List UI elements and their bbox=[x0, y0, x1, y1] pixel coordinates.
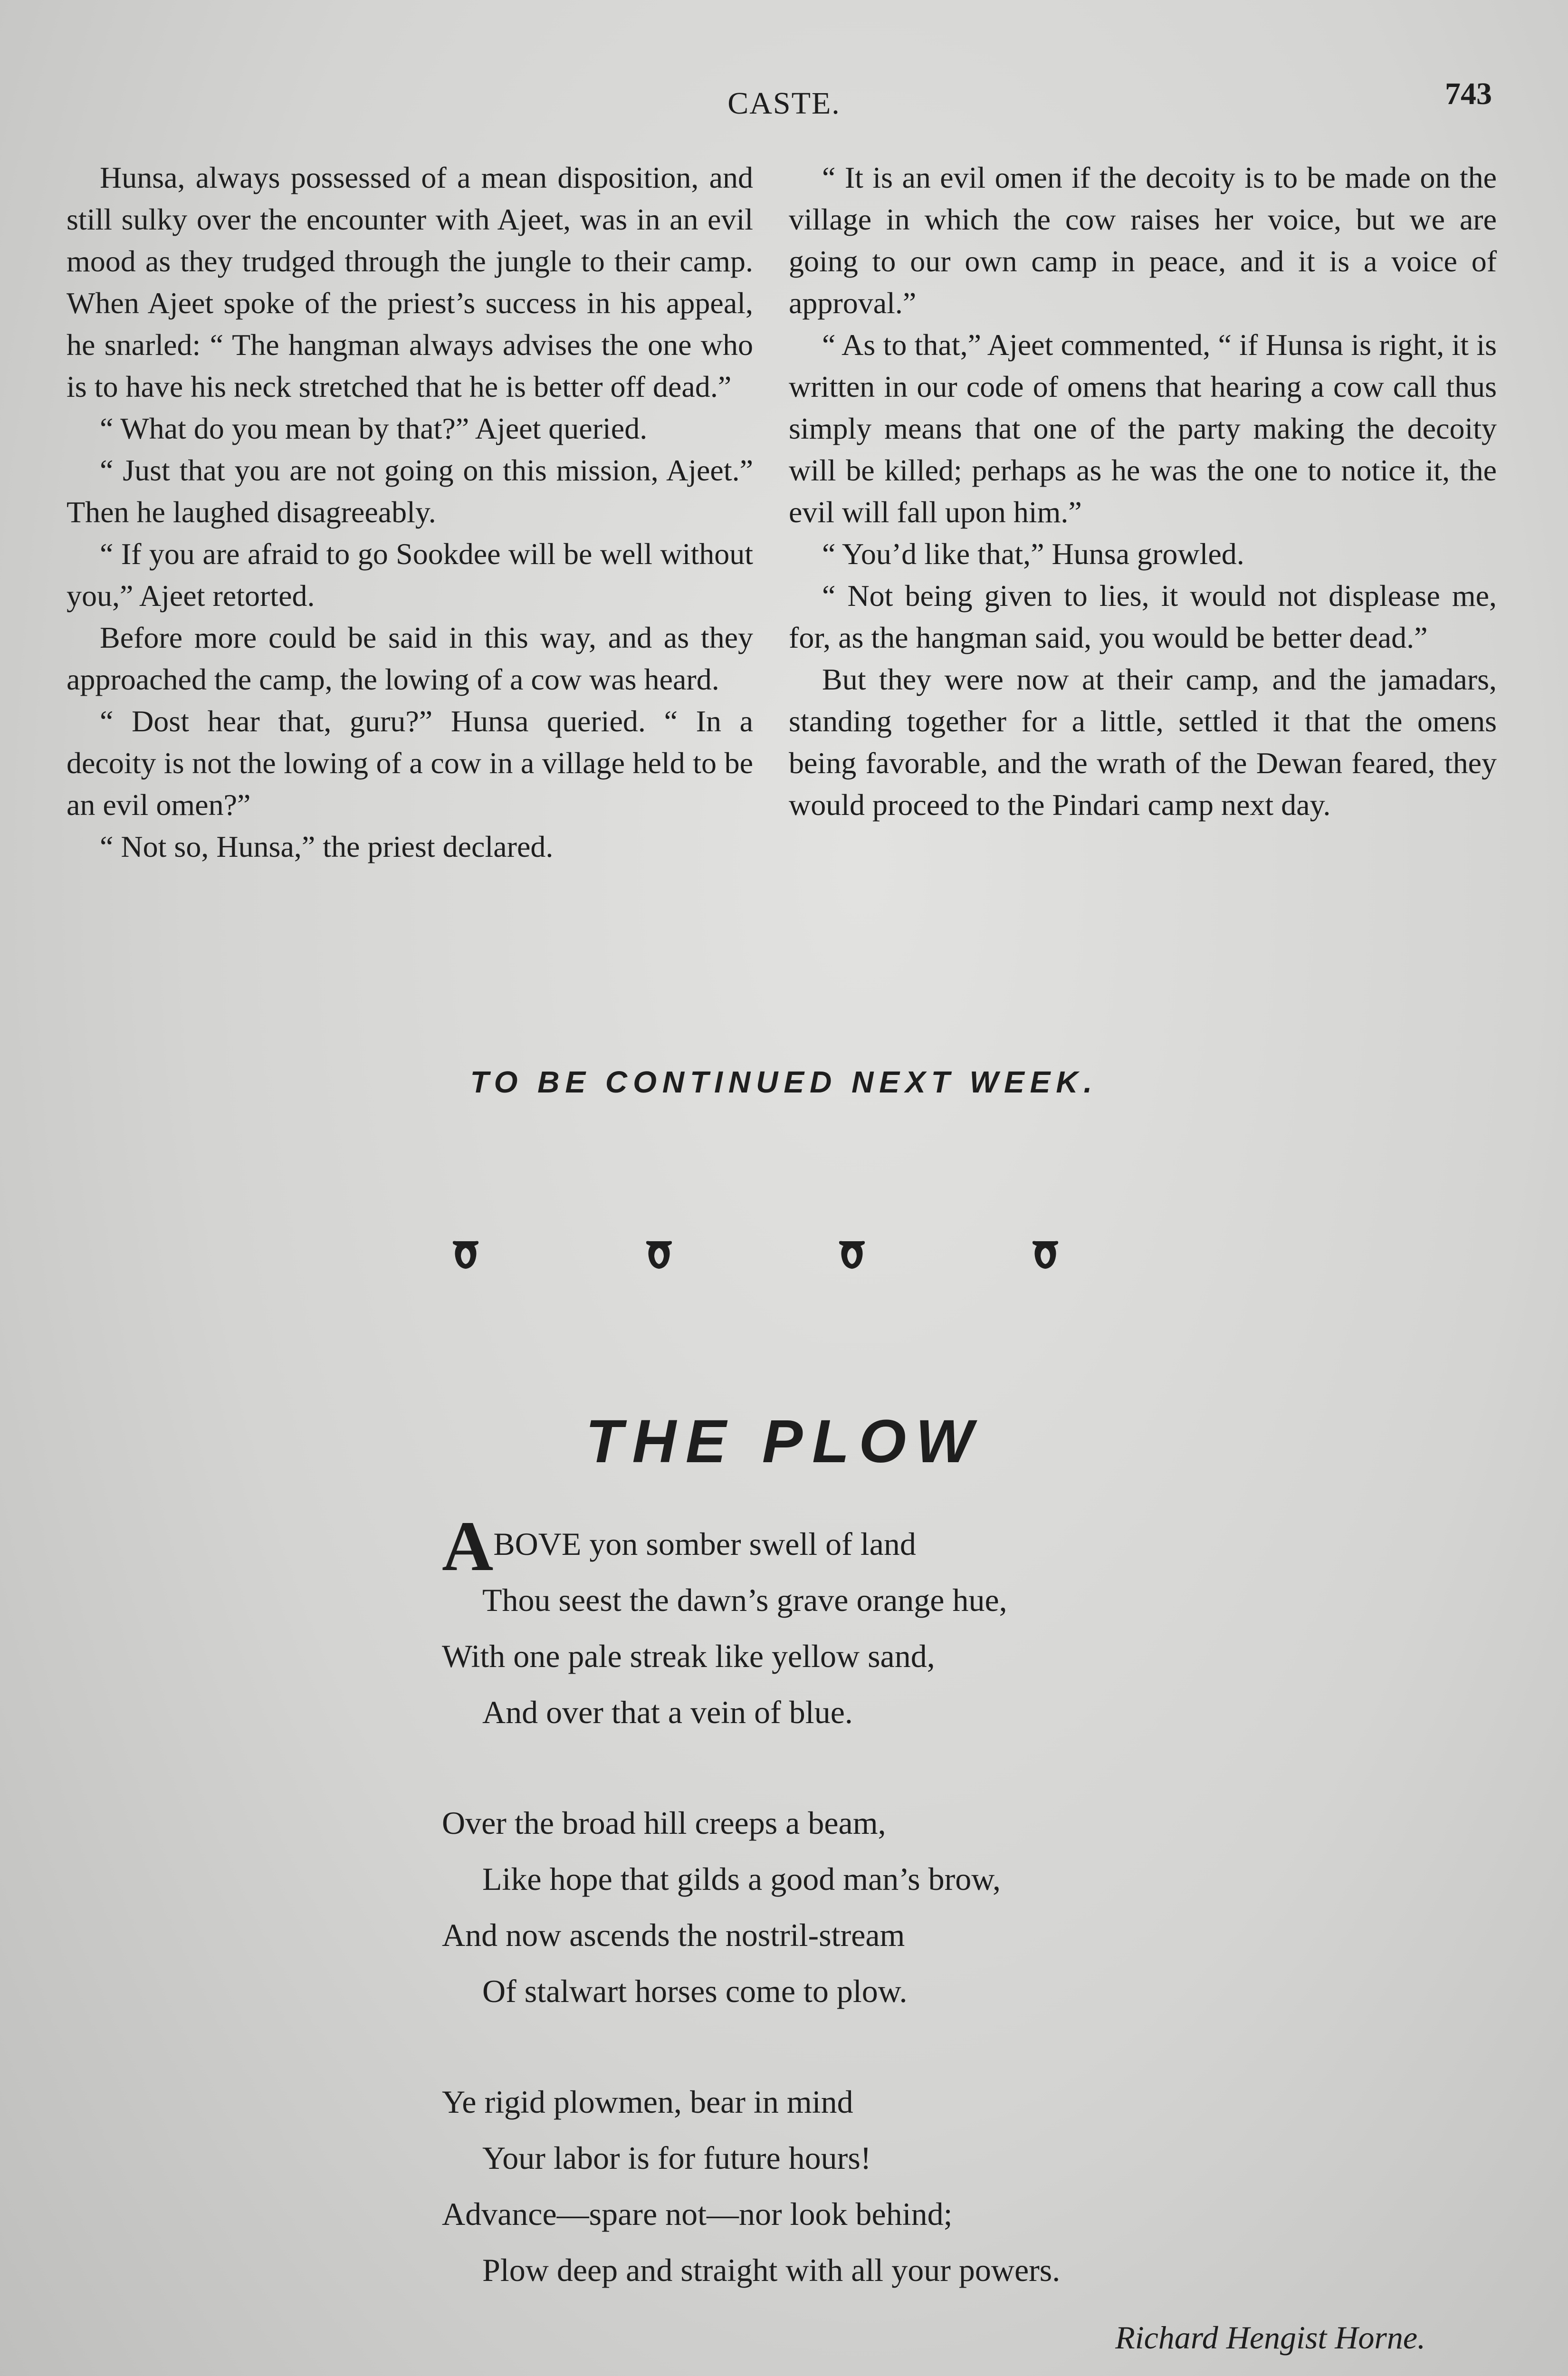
poem-title: THE PLOW bbox=[585, 1408, 983, 1475]
paragraph: “ It is an evil omen if the decoity is to be made on the village in which the cow raises her voice, but we are going to our own camp in peace, and it is a voice of approval.” bbox=[789, 161, 1497, 320]
paragraph: “ Just that you are not going on this mission, Ajeet.” Then he laughed disagreeably. bbox=[67, 453, 753, 529]
fleuron-icon bbox=[640, 1236, 678, 1274]
page-number: 743 bbox=[1445, 77, 1492, 111]
poem-line: Over the broad hill creeps a beam, bbox=[442, 1805, 886, 1841]
poem-line: Of stalwart horses come to plow. bbox=[482, 1973, 908, 2009]
poem bbox=[442, 1507, 1297, 2353]
poem-line: Ye rigid plowmen, bear in mind bbox=[442, 2084, 853, 2120]
poem-line: Plow deep and straight with all your powers. bbox=[482, 2252, 1061, 2288]
poem-line bbox=[442, 1507, 1297, 1586]
poem-line: Advance—spare not—nor look behind; bbox=[442, 2196, 953, 2232]
paragraph: “ Not so, Hunsa,” the priest declared. bbox=[100, 830, 554, 863]
left-column bbox=[67, 157, 753, 868]
paragraph: Before more could be said in this way, and as they approached the camp, the lowing of a cow was heard. bbox=[67, 621, 753, 696]
poem-line: Your labor is for future hours! bbox=[482, 2140, 871, 2176]
first-line-rest: BOVE yon somber swell of land bbox=[493, 1526, 916, 1562]
running-head: CASTE. bbox=[727, 86, 841, 121]
poem-line: With one pale streak like yellow sand, bbox=[442, 1638, 935, 1674]
poem-line: Like hope that gilds a good man’s brow, bbox=[482, 1861, 1001, 1897]
paragraph: “ As to that,” Ajeet commented, “ if Hunsa is right, it is written in our code of omens that hearing a cow call thus simply means that one of the party making the decoity will be killed; perhaps as he was the one to notice it, the evil will fall upon him.” bbox=[789, 328, 1497, 529]
paragraph: “ If you are afraid to go Sookdee will be well without you,” Ajeet retorted. bbox=[67, 537, 753, 613]
stanza bbox=[442, 1507, 1297, 1740]
fleuron-icon bbox=[833, 1236, 871, 1274]
fleuron-icon bbox=[447, 1236, 485, 1274]
drop-cap: A bbox=[442, 1507, 494, 1586]
poem-line: And over that a vein of blue. bbox=[482, 1694, 853, 1730]
stanza bbox=[442, 1795, 1297, 2019]
stanza bbox=[442, 2074, 1297, 2298]
ornament-row bbox=[447, 1236, 1064, 1274]
paragraph: “ Not being given to lies, it would not displease me, for, as the hangman said, you would be better dead.” bbox=[789, 579, 1497, 654]
poem-author: Richard Hengist Horne. bbox=[1115, 2319, 1425, 2356]
paragraph: But they were now at their camp, and the jamadars, standing together for a little, settled it that the omens being favorable, and the wrath of the Dewan feared, they would proceed to the Pindari camp next day. bbox=[789, 662, 1497, 822]
right-column bbox=[789, 157, 1497, 826]
paragraph: “ You’d like that,” Hunsa growled. bbox=[822, 537, 1244, 571]
poem-line: And now ascends the nostril-stream bbox=[442, 1917, 905, 1953]
poem-line: Thou seest the dawn’s grave orange hue, bbox=[482, 1582, 1007, 1618]
paragraph: “ Dost hear that, guru?” Hunsa queried. “ In a decoity is not the lowing of a cow in a village held to be an evil omen?” bbox=[67, 704, 753, 822]
paragraph: “ What do you mean by that?” Ajeet queried. bbox=[100, 412, 648, 445]
continued-notice: TO BE CONTINUED NEXT WEEK. bbox=[470, 1065, 1098, 1099]
fleuron-icon bbox=[1026, 1236, 1064, 1274]
paragraph: Hunsa, always possessed of a mean disposition, and still sulky over the encounter with Ajeet, was in an evil mood as they trudged through the jungle to their camp. When Ajeet spoke of the priest’s success in his appeal, he snarled: “ The hangman always advises the one who is to have his neck stretched that he is better off dead.” bbox=[67, 161, 753, 403]
